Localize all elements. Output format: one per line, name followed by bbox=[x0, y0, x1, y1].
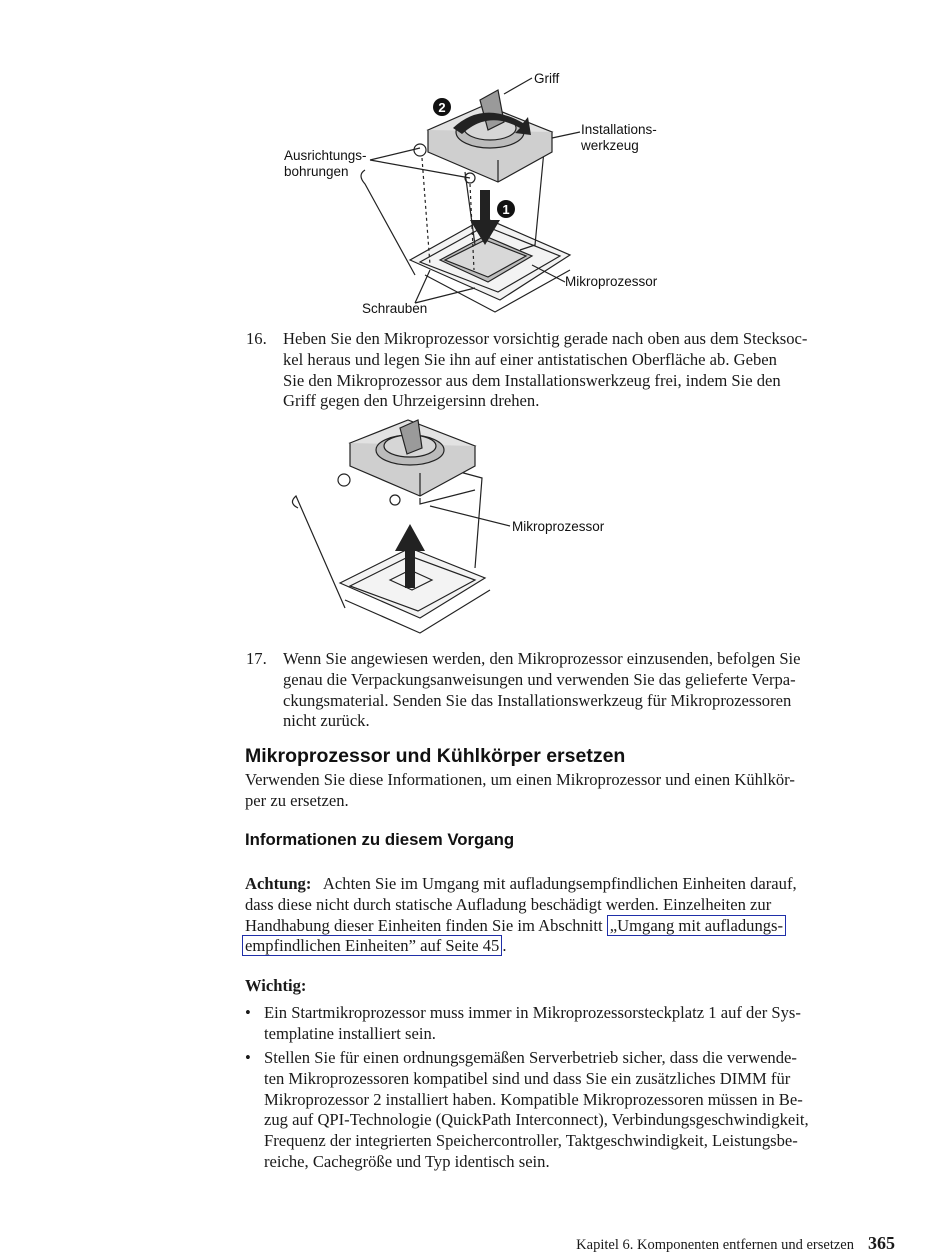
bullet-line: Frequenz der integrierten Speichercontroller, Taktgeschwindigkeit, Leistungsbe- bbox=[264, 1131, 798, 1151]
figure-installation-tool bbox=[270, 60, 690, 322]
step-line: nicht zurück. bbox=[283, 711, 370, 731]
step-number: 17. bbox=[246, 649, 267, 668]
bullet-line: Ein Startmikroprozessor muss immer in Mikroprozessorsteckplatz 1 auf der Sys- bbox=[264, 1003, 801, 1022]
list-item bbox=[245, 1048, 891, 1173]
esd-link-part1[interactable]: „Umgang mit aufladungs- bbox=[607, 915, 786, 936]
section-intro bbox=[245, 770, 890, 812]
bullet-line: templatine installiert sein. bbox=[264, 1023, 436, 1043]
bullet-icon: • bbox=[245, 1048, 251, 1067]
bullet-line: Stellen Sie für einen ordnungsgemäßen Serverbetrieb sicher, dass die verwende- bbox=[264, 1048, 797, 1067]
bullet-line: zug auf QPI-Technologie (QuickPath Interconnect), Verbindungsgeschwindigkeit, bbox=[264, 1110, 809, 1130]
label-schrauben: Schrauben bbox=[362, 301, 428, 316]
attention-line: Achten Sie im Umgang mit aufladungsempfindlichen Einheiten darauf, bbox=[322, 874, 797, 893]
bullet-icon: • bbox=[245, 1003, 251, 1022]
intro-line: Verwenden Sie diese Informationen, um einen Mikroprozessor und einen Kühlkör- bbox=[245, 770, 795, 789]
label-installationswerkzeug-1: Installations- bbox=[581, 122, 657, 137]
step-badge-2: 2 bbox=[438, 100, 446, 115]
list-item bbox=[245, 1003, 891, 1045]
esd-link-part2[interactable]: empfindlichen Einheiten” auf Seite 45 bbox=[242, 935, 502, 956]
section-heading: Mikroprozessor und Kühlkörper ersetzen bbox=[245, 745, 626, 767]
page-footer bbox=[576, 1233, 895, 1254]
important-label: Wichtig: bbox=[245, 976, 307, 995]
label-ausrichtung-2: bohrungen bbox=[284, 164, 349, 179]
subsection-heading: Informationen zu diesem Vorgang bbox=[245, 830, 515, 849]
attention-line: Handhabung dieser Einheiten finden Sie im Abschnitt bbox=[245, 915, 607, 935]
footer-chapter: Kapitel 6. Komponenten entfernen und ersetzen bbox=[576, 1237, 854, 1253]
page-number: 365 bbox=[868, 1233, 895, 1253]
label-installationswerkzeug-2: werkzeug bbox=[581, 138, 639, 153]
label-ausrichtung-1: Ausrichtungs- bbox=[284, 148, 367, 163]
bullet-line: reiche, Cachegröße und Typ identisch sein. bbox=[264, 1151, 550, 1171]
label-mikroprozessor: Mikroprozessor bbox=[565, 274, 658, 289]
attention-label: Achtung: bbox=[245, 874, 312, 893]
attention-tail: . bbox=[502, 936, 507, 956]
step-line: Heben Sie den Mikroprozessor vorsichtig gerade nach oben aus dem Stecksoc- bbox=[283, 329, 808, 348]
step-17 bbox=[246, 649, 891, 732]
remove-processor-illustration bbox=[270, 418, 670, 643]
step-line: genau die Verpackungsanweisungen und verwenden Sie das gelieferte Verpa- bbox=[283, 669, 796, 689]
attention-line: dass diese nicht durch statische Aufladung beschädigt werden. Einzelheiten zur bbox=[245, 894, 772, 914]
step-line: Wenn Sie angewiesen werden, den Mikroprozessor einzusenden, befolgen Sie bbox=[283, 649, 801, 668]
step-line: Sie den Mikroprozessor aus dem Installationswerkzeug frei, indem Sie den bbox=[283, 370, 781, 390]
step-line: kel heraus und legen Sie ihn auf einer antistatischen Oberfläche ab. Geben bbox=[283, 349, 777, 369]
step-badge-1: 1 bbox=[502, 202, 510, 217]
attention-notice bbox=[245, 874, 890, 957]
intro-line: per zu ersetzen. bbox=[245, 790, 349, 810]
bullet-line: ten Mikroprozessoren kompatibel sind und dass Sie ein zusätzliches DIMM für bbox=[264, 1068, 791, 1088]
step-line: Griff gegen den Uhrzeigersinn drehen. bbox=[283, 391, 540, 411]
label-griff: Griff bbox=[534, 71, 560, 86]
label-mikroprozessor: Mikroprozessor bbox=[512, 519, 605, 534]
step-line: ckungsmaterial. Senden Sie das Installationswerkzeug für Mikroprozessoren bbox=[283, 690, 792, 710]
figure-remove-processor bbox=[270, 418, 670, 643]
step-number: 16. bbox=[246, 329, 267, 348]
step-16 bbox=[246, 329, 891, 412]
bullet-line: Mikroprozessor 2 installiert haben. Kompatible Mikroprozessoren müssen in Be- bbox=[264, 1089, 803, 1109]
